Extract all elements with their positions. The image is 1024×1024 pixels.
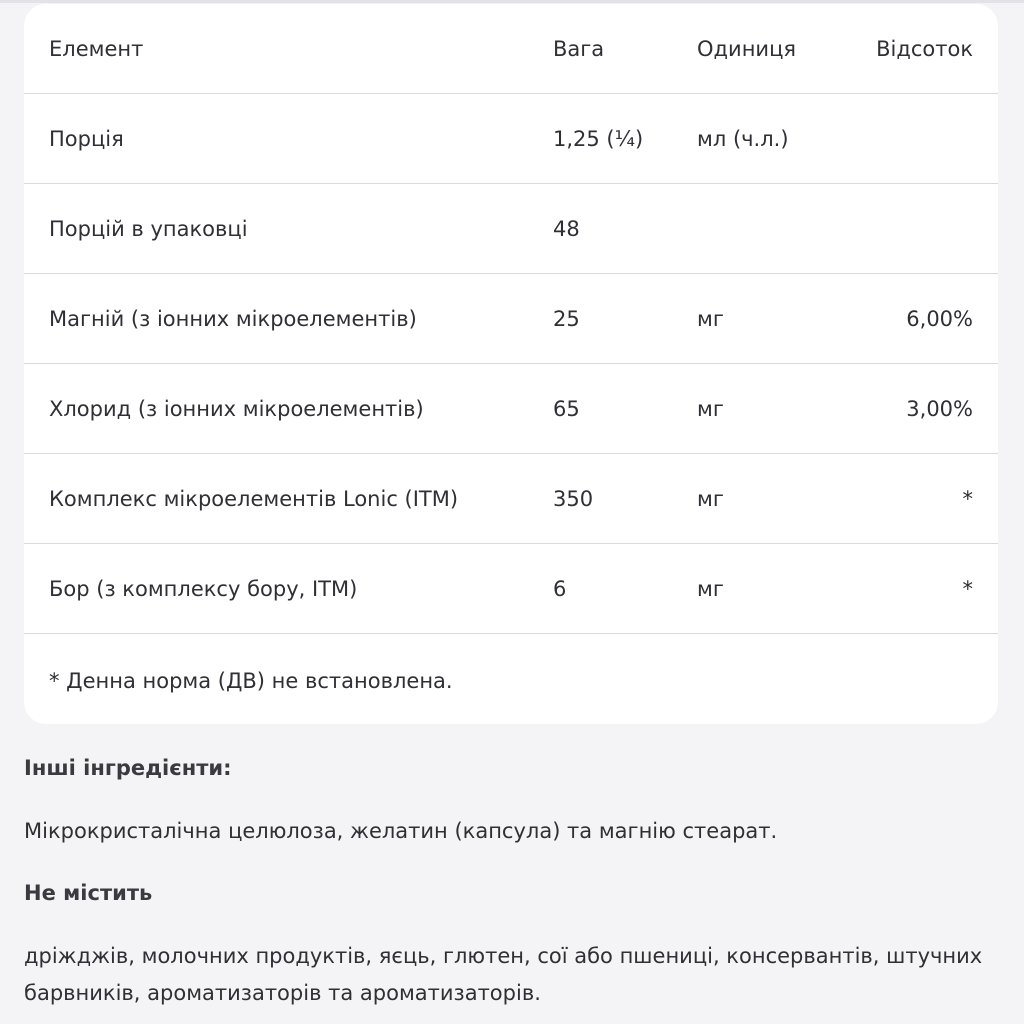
header-element: Елемент (49, 37, 144, 61)
header-percent: Відсоток (876, 37, 973, 61)
row-percent: 6,00% (906, 307, 973, 331)
row-weight: 48 (553, 217, 580, 241)
table-row (24, 94, 998, 184)
free-from-heading: Не містить (24, 881, 153, 905)
row-element: Комплекс мікроелементів Lonic (ITM) (49, 487, 459, 511)
row-element: Магній (з іонних мікроелементів) (49, 307, 417, 331)
table-row (24, 364, 998, 454)
row-weight: 6 (553, 577, 567, 601)
row-element: Хлорид (з іонних мікроелементів) (49, 397, 424, 421)
row-percent: 3,00% (906, 397, 973, 421)
header-unit: Одиниця (697, 37, 797, 61)
table-row (24, 454, 998, 544)
supplement-facts-table (24, 4, 998, 724)
row-weight: 25 (553, 307, 580, 331)
row-weight: 350 (553, 487, 594, 511)
header-weight: Вага (553, 37, 605, 61)
top-divider (0, 0, 1024, 3)
row-percent: * (962, 577, 973, 601)
row-element: Порцій в упаковці (49, 217, 248, 241)
row-weight: 1,25 (¼) (553, 127, 644, 151)
table-row (24, 544, 998, 634)
other-ingredients-text: Мікрокристалічна целюлоза, желатин (капсула) та магнію стеарат. (24, 819, 778, 843)
row-unit: мг (697, 577, 724, 601)
row-unit: мг (697, 487, 724, 511)
table-footnote: * Денна норма (ДВ) не встановлена. (49, 669, 453, 693)
row-unit: мг (697, 397, 724, 421)
free-from-text: дріжджів, молочних продуктів, яєць, глютен, сої або пшениці, консервантів, штучних барвників, ароматизаторів та ароматизаторів. (24, 944, 983, 1005)
row-element: Бор (з комплексу бору, ITM) (49, 577, 358, 601)
row-unit: мл (ч.л.) (697, 127, 789, 151)
row-unit: мг (697, 307, 724, 331)
row-percent: * (962, 487, 973, 511)
table-row (24, 184, 998, 274)
table-header-row (24, 4, 998, 94)
table-row (24, 274, 998, 364)
row-weight: 65 (553, 397, 580, 421)
row-element: Порція (49, 127, 124, 151)
other-ingredients-heading: Інші інгредієнти: (24, 756, 232, 780)
